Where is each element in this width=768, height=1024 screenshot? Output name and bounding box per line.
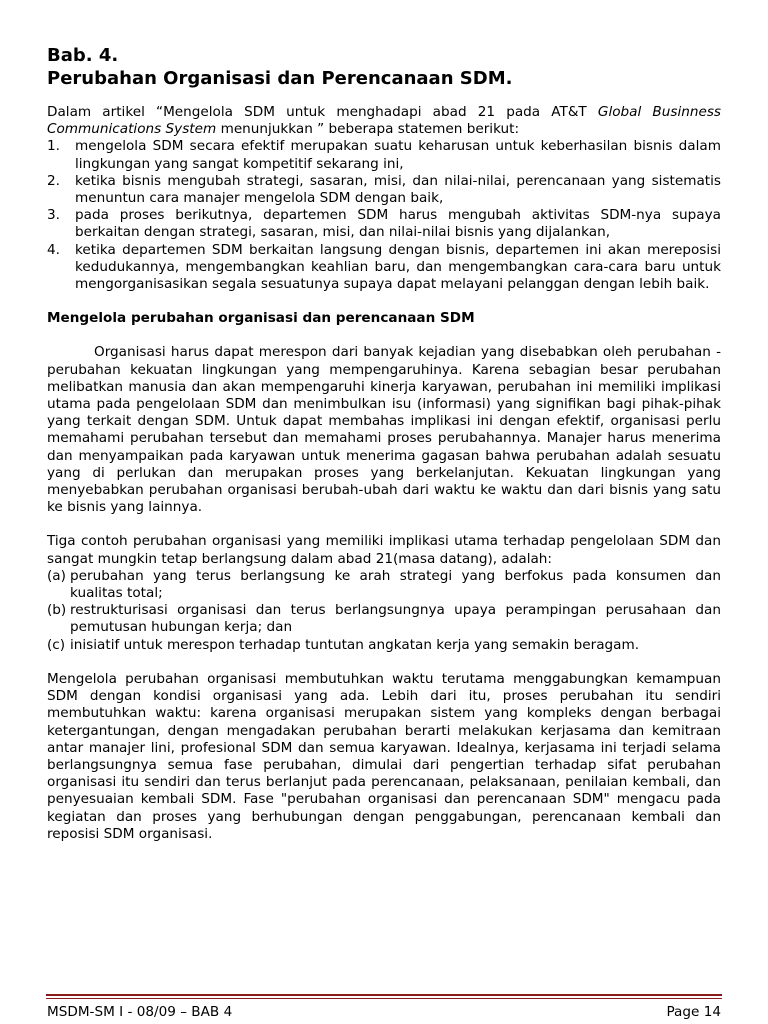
- list-item: [47, 138, 721, 172]
- chapter-title: Perubahan Organisasi dan Perencanaan SDM.: [47, 68, 513, 89]
- list-item: [47, 173, 721, 207]
- list-marker: 4.: [47, 241, 60, 258]
- footer-rule-thin: [46, 998, 722, 999]
- list-item-text: inisiatif untuk merespon terhadap tuntutan angkatan kerja yang semakin beragam.: [70, 636, 640, 653]
- list-item-text: pada proses berikutnya, departemen SDM harus mengubah aktivitas SDM-nya supaya berkaitan dengan strategi, sasaran, misi, dan nilai-nilai bisnis yang dijalankan,: [75, 207, 721, 241]
- list-item: [47, 637, 721, 654]
- list-marker: 2.: [47, 172, 60, 189]
- section-heading: Mengelola perubahan organisasi dan perencanaan SDM: [47, 310, 475, 327]
- list-item: [47, 207, 721, 241]
- list-item-text: ketika bisnis mengubah strategi, sasaran, misi, dan nilai-nilai, perencanaan yang sistematis menuntun cara manajer mengelola SDM dengan baik,: [75, 172, 721, 207]
- footer-course-label: MSDM-SM I - 08/09 – BAB 4: [47, 1004, 233, 1020]
- body-paragraph-3: Mengelola perubahan organisasi membutuhkan waktu terutama menggabungkan kemampuan SDM dengan kondisi organisasi yang ada. Lebih dari itu, proses perubahan itu sendiri membutuhkan waktu: karena organisasi merupakan sistem yang kompleks dengan berbagai ketergantungan, dengan mengadakan perubahan berarti melakukan kerjasama dan kemitraan antar manajer lini, profesional SDM dan semua karyawan. Idealnya, kerjasama ini terjadi selama berlangsungnya semua fase perubahan, dimulai dari pengertian terhadap sifat perubahan organisasi itu sendiri dan terus berlanjut pada perencanaan, pelaksanaan, penilaian kembali, dan penyesuaian kembali SDM. Fase "perubahan organisasi dan perencanaan SDM" mengacu pada kegiatan dan proses yang berhubungan dengan penggabungan, perencanaan kembali dan reposisi SDM organisasi.: [47, 670, 721, 842]
- list-marker: 3.: [47, 207, 60, 224]
- document-page: [47, 44, 721, 843]
- list-item: [47, 242, 721, 294]
- list-marker: (c): [47, 636, 66, 653]
- list-marker: (a): [47, 567, 66, 584]
- intro-paragraph: [47, 104, 721, 138]
- footer-rule: [46, 994, 722, 996]
- intro-tail: menunjukkan ” beberapa statemen berikut:: [216, 121, 520, 138]
- list-item: [47, 602, 721, 636]
- body-paragraph-1: Organisasi harus dapat merespon dari banyak kejadian yang disebabkan oleh perubahan -perubahan kekuatan lingkungan yang mempengaruhinya. Karena sebagian besar perubahan melibatkan manusia dan akan mempengaruhi kinerja karyawan, perubahan ini memiliki implikasi utama pada pengelolaan SDM dan menimbulkan isu (informasi) yang signifikan bagi pihak-pihak yang terkait dengan SDM. Untuk dapat membahas implikasi ini dengan efektif, organisasi perlu memahami perubahan tersebut dan memahami proses perubahannya. Manajer harus menerima dan menyampaikan pada karyawan untuk menerima gagasan bahwa perubahan adalah sesuatu yang di perlukan dan merupakan proses yang berkelanjutan. Kekuatan lingkungan yang menyebabkan perubahan organisasi berubah-ubah dari waktu ke waktu dan dari bisnis yang satu ke bisnis yang lainnya.: [47, 344, 721, 516]
- chapter-label: Bab. 4.: [47, 45, 119, 66]
- list-item: [47, 568, 721, 602]
- page-number: Page 14: [666, 1004, 721, 1020]
- list-item-text: perubahan yang terus berlangsung ke arah strategi yang berfokus pada konsumen dan kualitas total;: [70, 567, 721, 602]
- list-item-text: ketika departemen SDM berkaitan langsung dengan bisnis, departemen ini akan mereposisi kedudukannya, mengembangkan keahlian baru, dan mengembangkan cara-cara baru untuk mengorganisasikan segala sesuatunya supaya dapat melayani pelanggan dengan lebih baik.: [75, 241, 721, 293]
- list-marker: 1.: [47, 138, 60, 155]
- lettered-list: [47, 568, 721, 654]
- body-paragraph-2: Tiga contoh perubahan organisasi yang memiliki implikasi utama terhadap pengelolaan SDM dan sangat mungkin tetap berlangsung dalam abad 21(masa datang), adalah:: [47, 533, 721, 567]
- intro-italic: Global Businness Communications System: [47, 104, 721, 138]
- list-item-text: restrukturisasi organisasi dan terus berlangsungnya upaya perampingan perusahaan dan pemutusan hubungan kerja; dan: [70, 602, 721, 636]
- list-item-text: mengelola SDM secara efektif merupakan suatu keharusan untuk keberhasilan bisnis dalam lingkungan yang sangat kompetitif sekarang ini,: [75, 138, 721, 172]
- numbered-list: [47, 138, 721, 293]
- list-marker: (b): [47, 602, 67, 619]
- intro-lead: Dalam artikel “Mengelola SDM untuk menghadapi abad 21 pada AT&T: [47, 104, 598, 120]
